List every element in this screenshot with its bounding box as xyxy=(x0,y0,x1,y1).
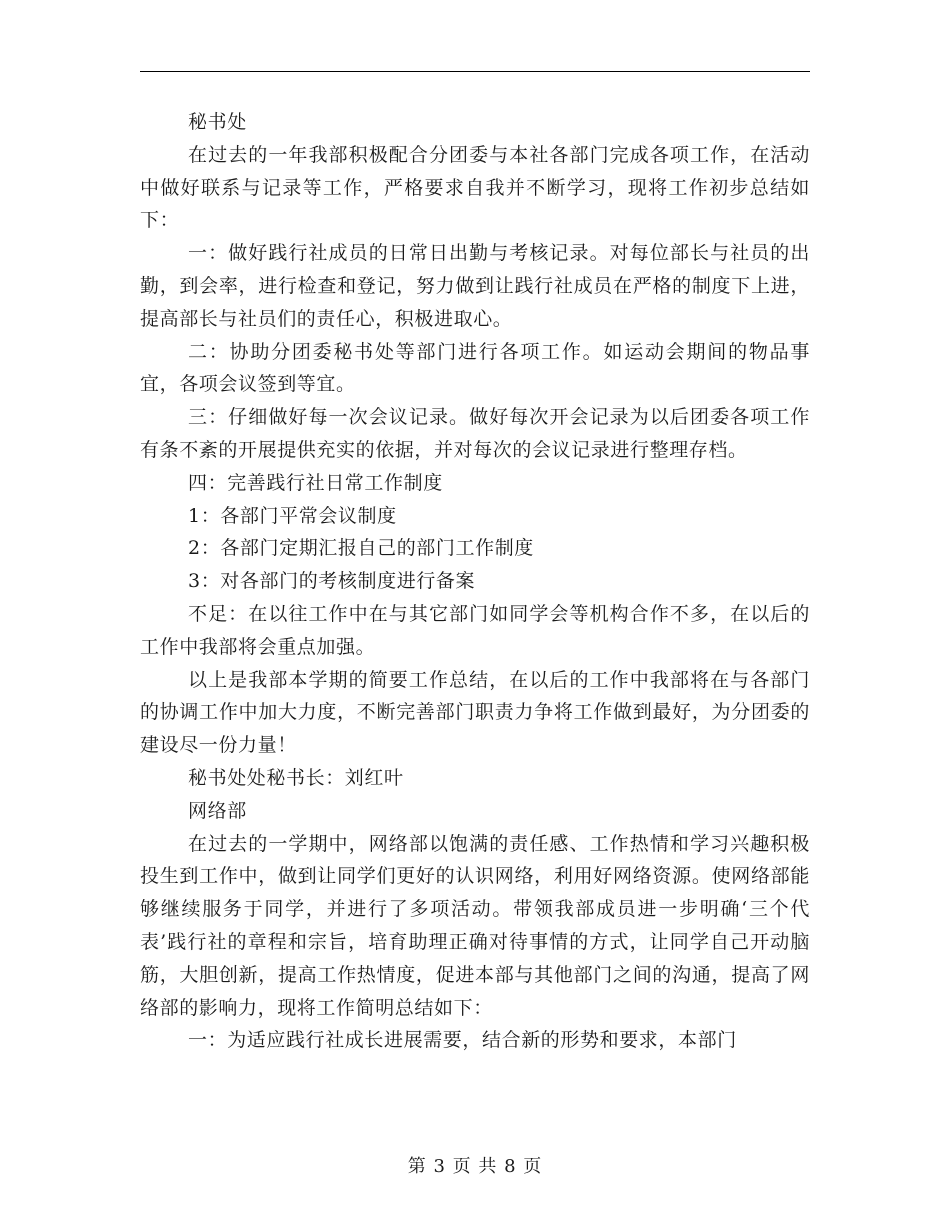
page-footer: 第 3 页 共 8 页 xyxy=(407,1156,543,1177)
paragraph-conclusion: 以上是我部本学期的简要工作总结，在以后的工作中我部将在与各部门的协调工作中加大力度，不断完善部门职责力争将工作做到最好，为分团委的建设尽一份力量！ xyxy=(140,668,810,757)
paragraph-subitem-2: 2：各部门定期汇报自己的部门工作制度 xyxy=(188,537,534,560)
header-rule xyxy=(140,71,810,72)
paragraph-subitem-3: 3：对各部门的考核制度进行备案 xyxy=(188,570,476,593)
paragraph-intro: 在过去的一年我部积极配合分团委与本社各部门完成各项工作，在活动中做好联系与记录等工作，严格要求自我并不断学习，现将工作初步总结如下： xyxy=(140,143,810,232)
document-body xyxy=(140,106,810,1057)
section-heading-secretariat: 秘书处 xyxy=(188,111,247,133)
paragraph-item-3: 三：仔细做好每一次会议记录。做好每次开会记录为以后团委各项工作有条不紊的开展提供充实的依据，并对每次的会议记录进行整理存档。 xyxy=(140,406,810,461)
paragraph-signature: 秘书处处秘书长：刘红叶 xyxy=(188,766,404,789)
paragraph-network-intro: 在过去的一学期中，网络部以饱满的责任感、工作热情和学习兴趣积极投生到工作中，做到让同学们更好的认识网络，利用好网络资源。使网络部能够继续服务于同学，并进行了多项活动。带领我部成员进一步明确‘三个代表’践行社的章程和宗旨，培育助理正确对待事情的方式，让同学自己开动脑筋，大胆创新，提高工作热情度，促进本部与其他部门之间的沟通，提高了网络部的影响力，现将工作简明总结如下： xyxy=(140,832,810,1019)
paragraph-item-2: 二：协助分团委秘书处等部门进行各项工作。如运动会期间的物品事宜，各项会议签到等宜。 xyxy=(140,340,810,396)
paragraph-subitem-1: 1：各部门平常会议制度 xyxy=(188,504,397,527)
paragraph-item-4: 四：完善践行社日常工作制度 xyxy=(188,471,443,494)
section-heading-network: 网络部 xyxy=(188,799,247,822)
paragraph-item-1: 一：做好践行社成员的日常日出勤与考核记录。对每位部长与社员的出勤，到会率，进行检查和登记，努力做到让践行社成员在严格的制度下上进，提高部长与社员们的责任心，积极进取心。 xyxy=(140,242,810,330)
paragraph-network-item-1: 一：为适应践行社成长进展需要，结合新的形势和要求，本部门 xyxy=(188,1029,737,1052)
paragraph-shortcomings: 不足：在以往工作中在与其它部门如同学会等机构合作不多，在以后的工作中我部将会重点加强。 xyxy=(140,602,810,658)
